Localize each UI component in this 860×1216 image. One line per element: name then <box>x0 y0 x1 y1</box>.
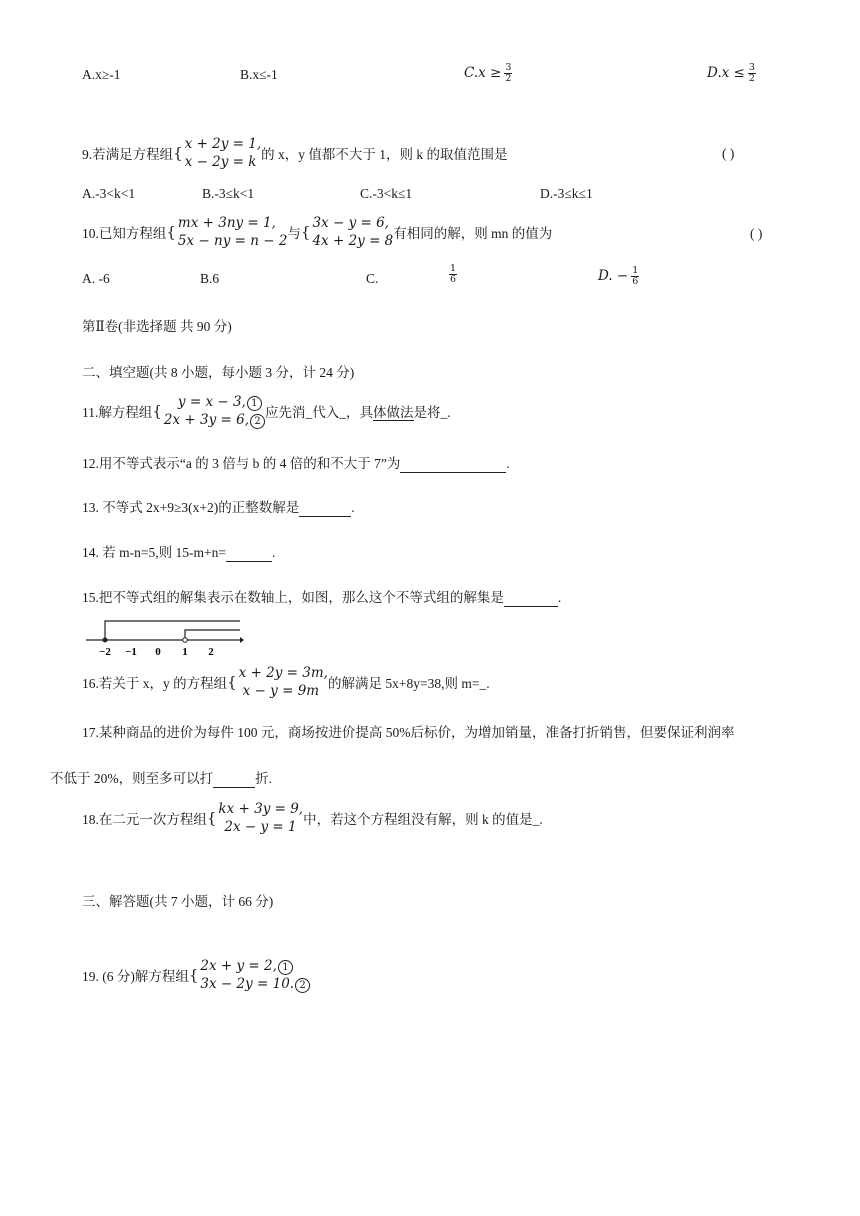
circled-number-1: 1 <box>247 396 262 411</box>
q18-prefix: 18.在二元一次方程组 <box>82 812 207 827</box>
q8-option-d: D.x ≤ $\frac{3}{2}$ <box>707 62 755 84</box>
q9-option-d: D.-3≤k≤1 <box>540 186 593 201</box>
q10-option-d: D. − $\frac{1}{6}$ <box>598 265 639 287</box>
question-15: 15.把不等式组的解集表示在数轴上，如图，那么这个不等式组的解集是 . <box>82 590 562 605</box>
q9-option-b: B.-3≤k<1 <box>202 186 255 201</box>
answer-blank[interactable] <box>299 500 351 517</box>
solid-point <box>103 638 108 643</box>
q9-option-c: C.-3<k≤1 <box>360 186 413 201</box>
question-9 <box>82 135 508 171</box>
tick-label: 2 <box>208 646 214 658</box>
solution-ray-right <box>185 630 240 640</box>
question-12: 12.用不等式表示“a 的 3 倍与 b 的 4 倍的和不大于 7”为 . <box>82 456 510 471</box>
q16-prefix: 16.若关于 x，y 的方程组 <box>82 676 228 691</box>
q17-line2: 不低于 20%，则至多可以打 折. <box>50 771 272 786</box>
number-line-figure <box>84 617 244 659</box>
q10-equation-system-2: 3x − y = 6, 4x + 2y = 8 <box>312 215 394 249</box>
q9-equation-system: x + 2y = 1, x − 2y = k <box>184 136 262 170</box>
q10-option-c-label: C. <box>366 271 379 286</box>
q16-suffix: 的解满足 5x+8y=38,则 m=_. <box>327 676 490 691</box>
question-16 <box>82 664 490 700</box>
brace-icon: { <box>166 223 176 241</box>
brace-icon: { <box>300 223 311 241</box>
q11-suffix: 应先消_代入_，具体做法是将_. <box>265 405 451 420</box>
q10-option-b: B.6 <box>200 271 220 286</box>
q10-option-a: A. -6 <box>82 271 110 286</box>
q10-option-c-value: $\frac{1}{6}$ <box>449 263 457 285</box>
q9-option-a: A.-3<k<1 <box>82 186 136 201</box>
q10-answer-paren: ( ) <box>750 226 763 241</box>
question-18 <box>82 800 543 836</box>
answer-blank[interactable] <box>213 771 255 788</box>
axis-arrow-icon <box>240 637 244 643</box>
question-19 <box>82 957 310 993</box>
q18-equation-system: kx + 3y = 9, 2x − y = 1 <box>218 801 304 835</box>
brace-icon: { <box>173 144 183 162</box>
section3-title: 三、解答题(共 7 小题，计 66 分) <box>82 894 274 909</box>
q11-equation-system: y = x − 3, 1 2x + 3y = 6, 2 <box>164 393 265 429</box>
brace-icon: { <box>152 402 162 420</box>
q10-mid: 与 <box>287 226 301 241</box>
circled-number-2: 2 <box>250 414 265 429</box>
question-13: 13. 不等式 2x+9≥3(x+2)的正整数解是 . <box>82 500 355 515</box>
q10-prefix: 10.已知方程组 <box>82 226 167 241</box>
brace-icon: { <box>188 966 199 984</box>
q17-line1: 17.某种商品的进价为每件 100 元，商场按进价提高 50%后标价，为增加销量，准备打折销售，但要保证利润率 <box>82 725 735 740</box>
q19-prefix: 19. (6 分)解方程组 <box>82 969 189 984</box>
tick-label: −1 <box>125 646 137 658</box>
brace-icon: { <box>227 673 237 691</box>
q9-prefix: 9.若满足方程组 <box>82 147 174 162</box>
q11-prefix: 11.解方程组 <box>82 405 153 420</box>
q18-suffix: 中，若这个方程组没有解，则 k 的值是_. <box>303 812 543 827</box>
tick-label: −2 <box>99 646 111 658</box>
answer-blank[interactable] <box>504 590 558 607</box>
answer-blank[interactable] <box>400 456 506 473</box>
q19-equation-system: 2x + y = 2, 1 3x − 2y = 10. 2 <box>200 957 310 993</box>
q8-option-b: B.x≤-1 <box>240 67 278 82</box>
q16-equation-system: x + 2y = 3m, x − y = 9m <box>238 665 328 699</box>
q9-suffix: 的 x，y 值都不大于 1，则 k 的取值范围是 <box>261 147 508 162</box>
q10-suffix: 有相同的解，则 mn 的值为 <box>393 226 553 241</box>
brace-icon: { <box>206 809 217 827</box>
question-14: 14. 若 m-n=5,则 15-m+n= . <box>82 545 276 560</box>
q9-answer-paren: ( ) <box>722 146 735 161</box>
question-10 <box>82 214 552 250</box>
circled-number-2: 2 <box>295 978 310 993</box>
answer-blank[interactable] <box>226 545 272 562</box>
circled-number-1: 1 <box>278 960 293 975</box>
q8-option-a: A.x≥-1 <box>82 67 121 82</box>
question-11 <box>82 393 451 429</box>
part2-title: 第Ⅱ卷(非选择题 共 90 分) <box>82 319 232 334</box>
q10-equation-system-1: mx + 3ny = 1, 5x − ny = n − 2 <box>177 215 288 249</box>
q8-option-c: C.x ≥ $\frac{3}{2}$ <box>464 62 512 84</box>
hollow-point <box>183 638 188 643</box>
tick-label: 1 <box>182 646 188 658</box>
section2-title: 二、填空题(共 8 小题，每小题 3 分，计 24 分) <box>82 365 355 380</box>
tick-label: 0 <box>155 646 161 658</box>
